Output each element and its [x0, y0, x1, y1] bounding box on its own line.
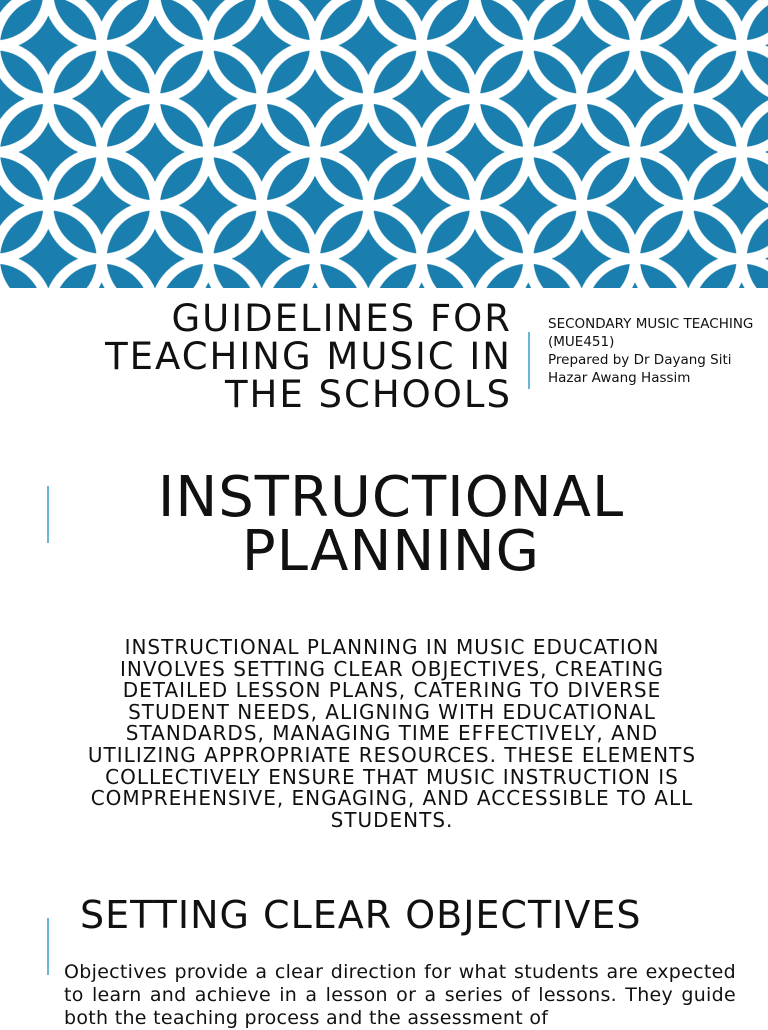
- interlocking-circles-pattern: [0, 0, 768, 288]
- title-divider: [528, 332, 530, 389]
- slide2-accent-bar: [47, 486, 49, 543]
- author-line: Prepared by Dr Dayang Siti Hazar Awang Hassim: [548, 352, 732, 386]
- setting-clear-objectives-heading: SETTING CLEAR OBJECTIVES: [80, 893, 642, 937]
- decorative-pattern-banner: [0, 0, 768, 288]
- presentation-subtitle: [548, 315, 758, 387]
- slide4-accent-bar: [47, 918, 49, 975]
- course-line: SECONDARY MUSIC TEACHING (MUE451): [548, 316, 754, 350]
- presentation-title: GUIDELINES FOR TEACHING MUSIC IN THE SCHOOLS: [105, 297, 512, 416]
- objectives-body-text: Objectives provide a clear direction for what students are expected to learn and achieve in a lesson or a series of lessons. They guide both the teaching process and the assessment of: [64, 961, 736, 1029]
- instructional-planning-heading: INSTRUCTIONAL PLANNING: [157, 465, 625, 584]
- instructional-planning-summary: INSTRUCTIONAL PLANNING IN MUSIC EDUCATION INVOLVES SETTING CLEAR OBJECTIVES, CREATING DETAILED LESSON PLANS, CATERING TO DIVERSE STUDENT NEEDS, ALIGNING WITH EDUCATIONAL STANDARDS, MANAGING TIME EFFECTIVELY, AND UTILIZING APPROPRIATE RESOURCES. THESE ELEMENTS COLLECTIVELY ENSURE THAT MUSIC INSTRUCTION IS COMPREHENSIVE, ENGAGING, AND ACCESSIBLE TO ALL STUDENTS.: [87, 635, 697, 832]
